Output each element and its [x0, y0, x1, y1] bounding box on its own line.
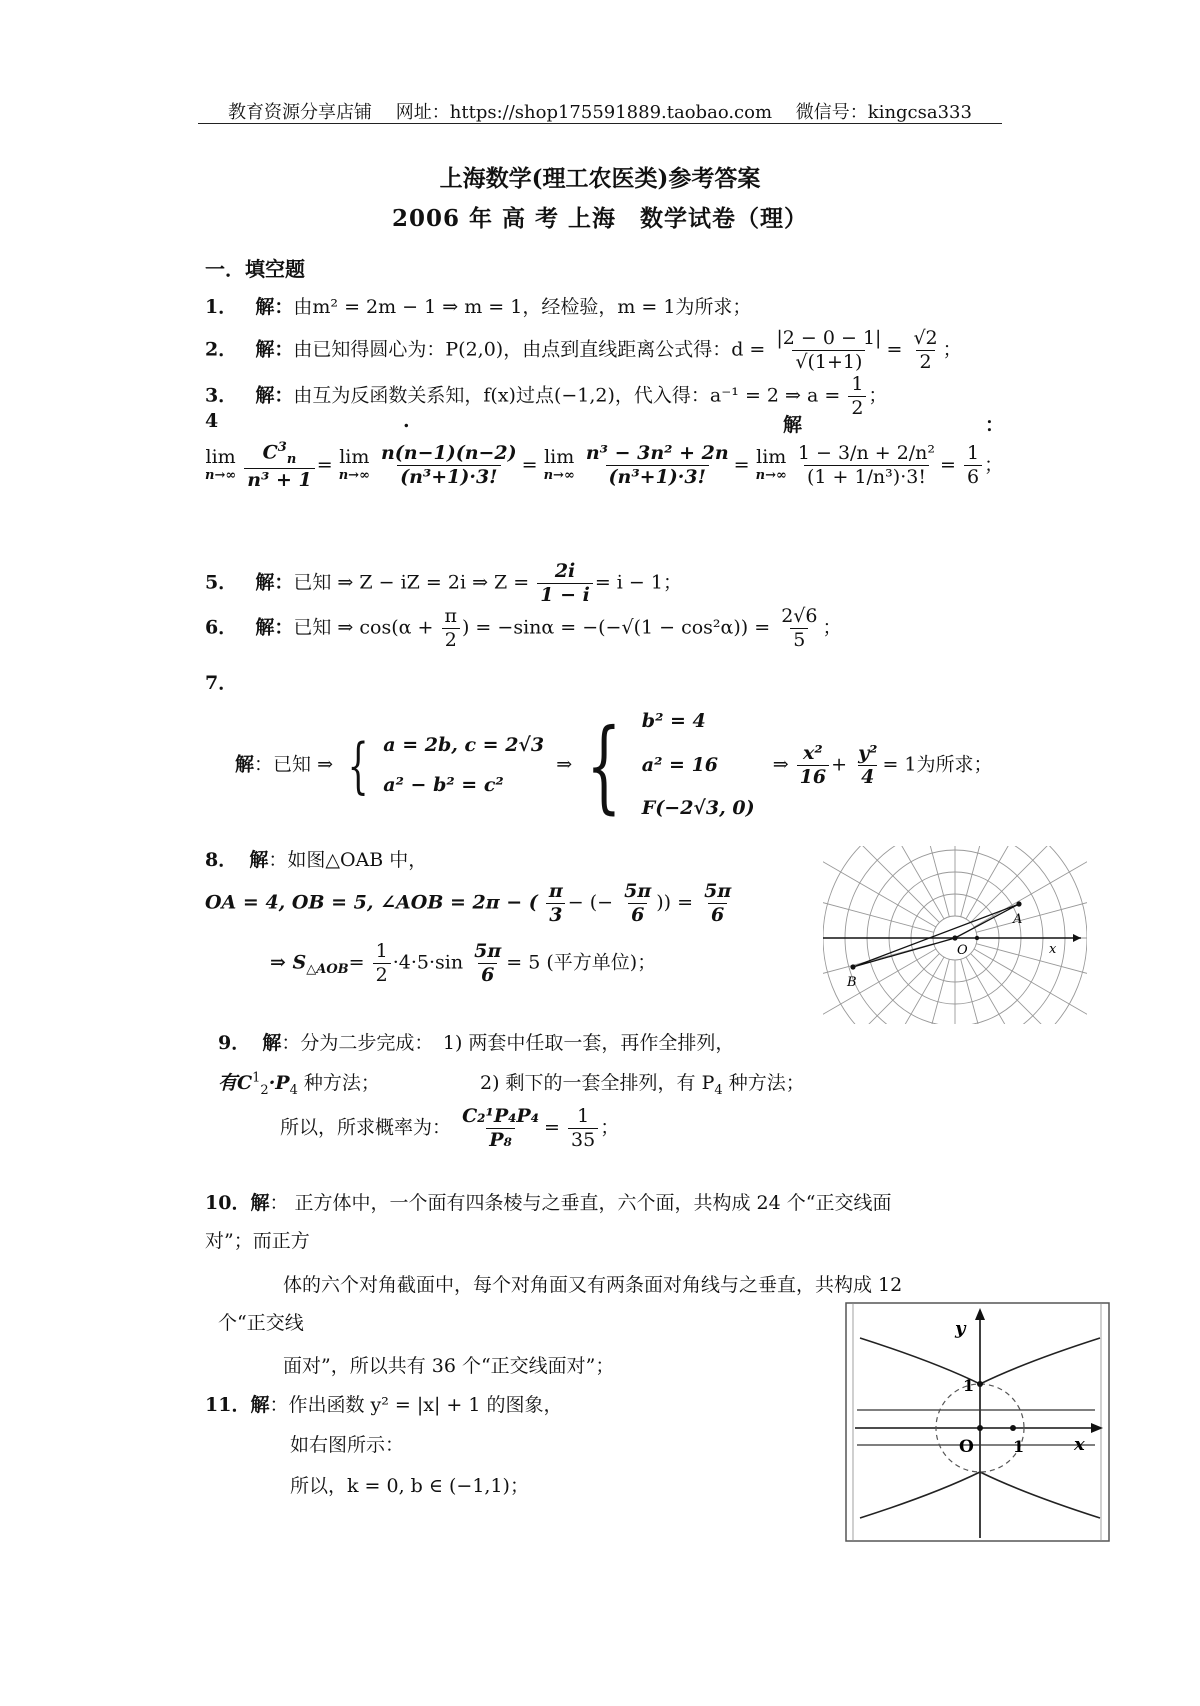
- page-header: [0, 98, 1200, 124]
- q8-label-a: A: [1013, 912, 1023, 927]
- q1: [205, 292, 751, 319]
- q5-number: 5．: [205, 571, 238, 594]
- q2-number: 2．: [205, 338, 238, 361]
- q2-fraction: $\frac{|2 - 0 - 1|}{√(1+1)}$: [776, 327, 882, 373]
- q10-line2: 对”；而正方: [205, 1230, 310, 1252]
- polar-ray: [823, 897, 934, 933]
- header-divider: [198, 123, 1002, 124]
- header-site: 网址：https://shop175591889.taobao.com: [395, 102, 773, 123]
- q6-result: $\frac{2√6}{5}$: [781, 605, 818, 651]
- q11-line3: 所以，k = 0, b ∈ (−1,1)；: [290, 1475, 529, 1497]
- q11-label-x: x: [1074, 1434, 1085, 1455]
- q4-frac-3: $\frac{\text{n³ − 3n² + 2n}}{\text{(n³+1)·3!}}$: [585, 442, 729, 489]
- q3-fraction: $\frac{1}{2}$: [848, 373, 866, 420]
- q3-text: 由互为反函数关系知，f(x)过点(−1,2)，代入得：a⁻¹ = 2 ⇒ a =: [293, 384, 841, 407]
- q11-line1: 11．解：作出函数 y² = |x| + 1 的图象，: [205, 1394, 563, 1416]
- q9-line1: 9． 解：分为二步完成： 1) 两套中任取一套，再作全排列，: [218, 1032, 735, 1054]
- q4-lim-3: lim n→∞: [543, 446, 575, 484]
- header-wechat: 微信号：kingcsa333: [795, 102, 972, 123]
- q8-line1: 8． 解：如图△OAB 中，: [205, 849, 428, 871]
- q9-fraction: $\frac{\text{C₂¹P₄P₄}}{\text{P₈}}$: [462, 1105, 540, 1151]
- q4-formula: lim n→∞ $\frac{C^3_n}{\text{n³ + 1}}$ = lim n→∞ $\frac{n(n-1)(n-2)}{\text{(n³+1)·3!}}$ = lim n→∞ $\frac{\text{n³ − 3n² + 2n}}{\text{(n³+1)·3!}}$ = lim n→∞ $\frac{\text{1 − 3/n + 2/n²}}{\text{(1 + 1/n³)·3!}}$ = $\frac{1}{6}$ ；: [205, 440, 1004, 491]
- section-heading: 一．填空题: [205, 257, 305, 281]
- q7-system-1: a = 2b, c = 2√3 a² − b² = c²: [383, 733, 545, 796]
- doc-subtitle: 2006 年 高 考 上海 数学试卷（理）: [391, 205, 809, 232]
- polar-ray: [914, 846, 950, 917]
- q9-result: $\frac{1}{35}$: [568, 1105, 598, 1152]
- q9-line2: 有$C^1_2\cdot P_4$ 种方法； 2) 剩下的一套全排列，有 $P_4$ 种方法；: [218, 1070, 805, 1098]
- q4-result: $\frac{1}{6}$: [964, 442, 982, 489]
- q6-solve-label: 解：: [255, 616, 294, 639]
- q7-system-2: b² = 4 a² = 16 F(−2√3, 0): [641, 710, 755, 820]
- q1-text: 由m² = 2m − 1 ⇒ m = 1，经检验，m = 1为所求；: [293, 296, 752, 318]
- q8-label-o: O: [957, 943, 968, 958]
- q5: 5． 解：已知 ⇒ Z − iZ = 2i ⇒ Z = $\frac{2i}{1 - i}$ = i − 1；: [205, 560, 682, 606]
- q2-solve-label: 解：: [255, 338, 294, 361]
- q4-frac-4: $\frac{\text{1 − 3/n + 2/n²}}{\text{(1 + 1/n³)·3!}}$: [797, 442, 936, 489]
- q3-solve-label: 解：: [255, 384, 294, 407]
- q4-frac-1: $\frac{C^3_n}{\text{n³ + 1}}$: [244, 440, 315, 492]
- header-shop: 教育资源分享店铺: [228, 102, 373, 123]
- q11-line2: 如右图所示：: [290, 1434, 405, 1456]
- q2-text: 由已知得圆心为：P(2,0)，由点到直线距离公式得：d =: [293, 338, 766, 361]
- q4-number: 4: [205, 410, 219, 432]
- polar-ray: [875, 957, 944, 1024]
- q10-line4: 个“正交线: [218, 1312, 304, 1334]
- q7-body: 解：已知 ⇒ { a = 2b, c = 2√3 a² − b² = c² ⇒ { b² = 4 a² = 16 F(−2√3, 0) ⇒ $\frac{\text{x²}}{16}$ + $\frac{\text{y²}}{4}$ = 1为所求；: [235, 700, 993, 831]
- q3: 3． 解：由互为反函数关系知，f(x)过点(−1,2)，代入得：a⁻¹ = 2 ⇒ a = $\frac{1}{2}$ ；: [205, 373, 888, 419]
- q2-result: $\frac{√2}{2}$: [913, 327, 938, 373]
- q7-x-fraction: $\frac{\text{x²}}{16}$: [797, 742, 829, 789]
- q4-lim-4: lim n→∞: [755, 446, 787, 484]
- q6: 6． 解：已知 ⇒ cos(α + $\frac{\pi}{2}$ ) = −sinα = −(−√(1 − cos²α)) = $\frac{2√6}{5}$ ；: [205, 605, 842, 651]
- q9-line3: 所以，所求概率为： $\frac{\text{C₂¹P₄P₄}}{\text{P₈}}$ = $\frac{1}{35}$ ；: [280, 1105, 620, 1151]
- polar-ray: [976, 944, 1087, 980]
- q4-frac-2: $\frac{n(n-1)(n-2)}{\text{(n³+1)·3!}}$: [380, 442, 517, 489]
- q4-lim-1: lim n→∞: [205, 446, 237, 484]
- q10-line3: 体的六个对角截面中，每个对角面又有两条面对角线与之垂直，共构成 12: [283, 1274, 903, 1296]
- q7-number: 7．: [205, 672, 238, 694]
- doc-title: 上海数学(理工农医类)参考答案: [439, 165, 761, 192]
- q8-line3: ⇒ $S_{\triangle AOB}=$ $\frac{1}{2}$ ·4·5·sin $\frac{5\pi}{6}$ = 5 (平方单位)；: [270, 940, 657, 986]
- q5-solve-label: 解：: [255, 571, 294, 594]
- q1-solve-label: 解：: [255, 296, 294, 318]
- polar-ray: [966, 957, 1035, 1024]
- q2: 2． 解：由已知得圆心为：P(2,0)，由点到直线距离公式得：d = $\frac{|2 - 0 - 1|}{√(1+1)}$ = $\frac{√2}{2}$ ；: [205, 327, 962, 373]
- q10-line1: 10．解： 正方体中，一个面有四条棱与之垂直，六个面，共构成 24 个“正交线面: [205, 1192, 892, 1214]
- q7-y-fraction: $\frac{\text{y²}}{4}$: [858, 742, 878, 789]
- polar-ray: [842, 846, 940, 922]
- polar-ray: [971, 846, 1069, 922]
- q6-pi-fraction: $\frac{\pi}{2}$: [441, 605, 460, 652]
- q11-label-one-y: 1: [963, 1376, 975, 1395]
- q8-label-b: B: [847, 975, 857, 990]
- q1-number: 1．: [205, 296, 238, 318]
- q4-solve-label: 解: [783, 414, 803, 436]
- q3-number: 3．: [205, 384, 238, 407]
- q8-polar-figure: [823, 846, 1087, 1024]
- q11-label-origin: O: [959, 1437, 974, 1457]
- q5-fraction: $\frac{2i}{1 - i}$: [537, 560, 593, 607]
- q4-dot: .: [403, 410, 410, 432]
- q8-line2: OA = 4, OB = 5, ∠AOB = 2π − ( $\frac{\pi}{3}$ − (− $\frac{5\pi}{6}$ )) = $\frac{5\pi}{6}$: [205, 880, 732, 926]
- q11-label-one-x: 1: [1013, 1437, 1025, 1456]
- q6-number: 6．: [205, 616, 238, 639]
- polar-ray: [961, 846, 997, 917]
- q11-label-y: y: [955, 1318, 966, 1339]
- polar-ray: [961, 959, 997, 1024]
- polar-ray: [914, 959, 950, 1024]
- q4-colon: ：: [985, 414, 1005, 436]
- q10-line5: 面对”，所以共有 36 个“正交线面对”；: [283, 1355, 615, 1377]
- q4-lim-2: lim n→∞: [338, 446, 370, 484]
- q11-graph-figure: [845, 1302, 1110, 1542]
- q8-label-x: x: [1049, 942, 1057, 957]
